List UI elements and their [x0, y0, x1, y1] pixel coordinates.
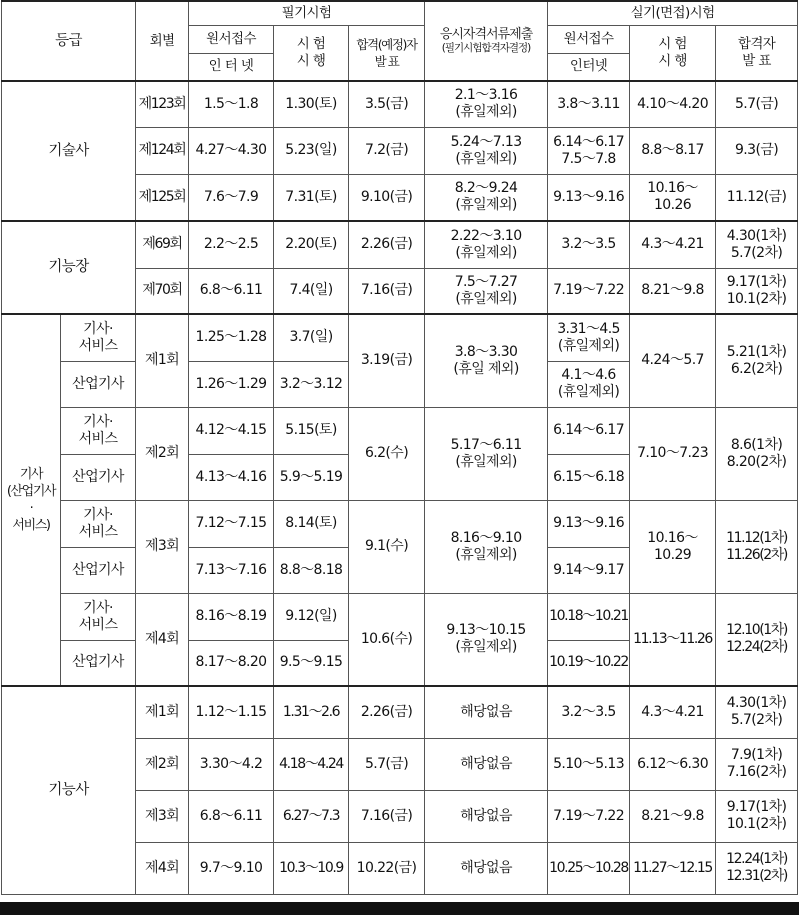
practical-application-cell: 10.25～10.28	[548, 842, 630, 894]
written-application-cell: 4.12～4.15	[189, 407, 274, 454]
grade-header: 등급	[2, 1, 136, 81]
internet-header: 인 터 넷	[189, 53, 274, 81]
table-row	[2, 81, 798, 127]
practical-pass-cell: 11.12(금)	[716, 174, 798, 221]
written-pass-cell: 3.19(금)	[349, 314, 425, 407]
written-test-cell: 9.5～9.15	[274, 640, 349, 686]
practical-test-cell: 4.3～4.21	[630, 686, 716, 738]
practical-test-cell: 4.3～4.21	[630, 221, 716, 268]
practical-application-cell: 3.31～4.5 (휴일제외)	[548, 314, 630, 361]
written-application-cell: 1.5～1.8	[189, 81, 274, 127]
doc-submission-cell: 5.17～6.11 (휴일제외)	[425, 407, 548, 500]
round-cell: 제3회	[136, 790, 189, 842]
written-test-cell: 5.9～5.19	[274, 454, 349, 500]
written-application-cell: 8.17～8.20	[189, 640, 274, 686]
practical-test-cell: 10.16～10.26	[630, 174, 716, 221]
practical-application-cell: 5.10～5.13	[548, 738, 630, 790]
practical-pass-cell: 12.10(1차) 12.24(2차)	[716, 593, 798, 686]
written-application-cell: 7.12～7.15	[189, 500, 274, 547]
practical-application-cell: 3.8～3.11	[548, 81, 630, 127]
written-test-header: 시 험 시 행	[274, 25, 349, 81]
round-header: 회별	[136, 1, 189, 81]
practical-pass-cell: 9.17(1차) 10.1(2차)	[716, 268, 798, 314]
practical-pass-cell: 11.12(1차) 11.26(2차)	[716, 500, 798, 593]
sub-type-industrial: 산업기사	[61, 547, 136, 593]
practical-test-cell: 11.13～11.26	[630, 593, 716, 686]
round-cell: 제3회	[136, 500, 189, 593]
written-application-cell: 3.30～4.2	[189, 738, 274, 790]
round-cell: 제1회	[136, 686, 189, 738]
written-pass-header: 합격(예정)자 발 표	[349, 25, 425, 81]
practical-application-cell: 7.19～7.22	[548, 268, 630, 314]
sub-type-gisa-service: 기사· 서비스	[61, 407, 136, 454]
header-row-1	[2, 1, 798, 25]
round-cell: 제2회	[136, 407, 189, 500]
table-row	[2, 686, 798, 738]
round-cell: 제2회	[136, 738, 189, 790]
practical-test-cell: 10.16～10.29	[630, 500, 716, 593]
group-label-gisa: 기사 (산업기사 · 서비스)	[2, 314, 61, 686]
doc-submission-title: 응시자격서류제출	[439, 26, 533, 42]
sub-type-gisa-service: 기사· 서비스	[61, 593, 136, 640]
written-pass-cell: 5.7(금)	[349, 738, 425, 790]
round-cell: 제123회	[136, 81, 189, 127]
practical-pass-cell: 12.24(1차) 12.31(2차)	[716, 842, 798, 894]
written-test-cell: 3.7(일)	[274, 314, 349, 361]
doc-submission-cell: 해당없음	[425, 842, 548, 894]
practical-application-cell: 4.1～4.6 (휴일제외)	[548, 361, 630, 407]
written-application-cell: 7.13～7.16	[189, 547, 274, 593]
written-pass-cell: 9.10(금)	[349, 174, 425, 221]
round-cell: 제70회	[136, 268, 189, 314]
bottom-border-bar	[0, 902, 799, 915]
table-row	[2, 500, 798, 547]
doc-submission-cell: 7.5～7.27 (휴일제외)	[425, 268, 548, 314]
practical-application-cell: 7.19～7.22	[548, 790, 630, 842]
doc-submission-cell: 3.8～3.30 (휴일 제외)	[425, 314, 548, 407]
practical-application-cell: 6.14～6.17	[548, 407, 630, 454]
practical-pass-cell: 9.17(1차) 10.1(2차)	[716, 790, 798, 842]
doc-submission-cell: 5.24～7.13 (휴일제외)	[425, 127, 548, 174]
round-cell: 제4회	[136, 842, 189, 894]
doc-submission-note: (필기시험합격자결정)	[441, 41, 531, 54]
practical-test-header: 시 험 시 행	[630, 25, 716, 81]
written-pass-cell: 3.5(금)	[349, 81, 425, 127]
practical-exam-header: 실기(면접)시험	[548, 1, 798, 25]
practical-test-cell: 8.21～9.8	[630, 268, 716, 314]
round-cell: 제1회	[136, 314, 189, 407]
written-pass-cell: 2.26(금)	[349, 221, 425, 268]
table-row	[2, 221, 798, 268]
sub-type-industrial: 산업기사	[61, 454, 136, 500]
practical-application-header: 원서접수	[548, 25, 630, 53]
doc-submission-cell: 해당없음	[425, 686, 548, 738]
written-pass-cell: 6.2(수)	[349, 407, 425, 500]
practical-pass-cell: 5.7(금)	[716, 81, 798, 127]
round-cell: 제124회	[136, 127, 189, 174]
practical-application-cell: 3.2～3.5	[548, 221, 630, 268]
sub-type-gisa-service: 기사· 서비스	[61, 314, 136, 361]
practical-test-cell: 7.10～7.23	[630, 407, 716, 500]
practical-pass-cell: 5.21(1차) 6.2(2차)	[716, 314, 798, 407]
sub-type-gisa-service: 기사· 서비스	[61, 500, 136, 547]
round-cell: 제69회	[136, 221, 189, 268]
practical-test-cell: 8.8～8.17	[630, 127, 716, 174]
written-test-cell: 1.30(토)	[274, 81, 349, 127]
practical-pass-cell: 7.9(1차) 7.16(2차)	[716, 738, 798, 790]
doc-submission-header	[425, 1, 548, 81]
written-test-cell: 8.14(토)	[274, 500, 349, 547]
doc-submission-cell: 9.13～10.15 (휴일제외)	[425, 593, 548, 686]
practical-test-cell: 8.21～9.8	[630, 790, 716, 842]
written-application-cell: 6.8～6.11	[189, 268, 274, 314]
exam-schedule-table	[1, 0, 798, 895]
written-application-cell: 7.6～7.9	[189, 174, 274, 221]
written-test-cell: 10.3～10.9	[274, 842, 349, 894]
practical-pass-cell: 8.6(1차) 8.20(2차)	[716, 407, 798, 500]
written-application-cell: 1.25～1.28	[189, 314, 274, 361]
written-test-cell: 4.18～4.24	[274, 738, 349, 790]
practical-test-cell: 6.12～6.30	[630, 738, 716, 790]
table-row	[2, 407, 798, 454]
group-label-gineungsa: 기능사	[2, 686, 136, 894]
practical-internet-header: 인터넷	[548, 53, 630, 81]
practical-application-cell: 9.13～9.16	[548, 174, 630, 221]
doc-submission-cell: 해당없음	[425, 790, 548, 842]
written-test-cell: 6.27～7.3	[274, 790, 349, 842]
practical-pass-cell: 4.30(1차) 5.7(2차)	[716, 686, 798, 738]
written-pass-cell: 10.22(금)	[349, 842, 425, 894]
practical-application-cell: 9.13～9.16	[548, 500, 630, 547]
written-application-cell: 8.16～8.19	[189, 593, 274, 640]
doc-submission-cell: 8.2～9.24 (휴일제외)	[425, 174, 548, 221]
practical-application-cell: 10.19～10.22	[548, 640, 630, 686]
practical-pass-header: 합격자 발 표	[716, 25, 798, 81]
practical-application-cell: 10.18～10.21	[548, 593, 630, 640]
table-row	[2, 593, 798, 640]
written-pass-cell: 7.2(금)	[349, 127, 425, 174]
written-pass-cell: 10.6(수)	[349, 593, 425, 686]
written-test-cell: 8.8～8.18	[274, 547, 349, 593]
written-pass-cell: 7.16(금)	[349, 790, 425, 842]
round-cell: 제125회	[136, 174, 189, 221]
written-test-cell: 7.4(일)	[274, 268, 349, 314]
practical-test-cell: 4.24～5.7	[630, 314, 716, 407]
group-label-gisulsa: 기술사	[2, 81, 136, 221]
doc-submission-cell: 2.22～3.10 (휴일제외)	[425, 221, 548, 268]
group-label-gineungjang: 기능장	[2, 221, 136, 314]
practical-application-cell: 6.15～6.18	[548, 454, 630, 500]
written-pass-cell: 7.16(금)	[349, 268, 425, 314]
written-test-cell: 5.15(토)	[274, 407, 349, 454]
practical-pass-cell: 9.3(금)	[716, 127, 798, 174]
written-application-cell: 1.26～1.29	[189, 361, 274, 407]
practical-test-cell: 4.10～4.20	[630, 81, 716, 127]
written-test-cell: 1.31～2.6	[274, 686, 349, 738]
written-pass-cell: 9.1(수)	[349, 500, 425, 593]
written-application-header: 원서접수	[189, 25, 274, 53]
written-application-cell: 1.12～1.15	[189, 686, 274, 738]
written-application-cell: 2.2～2.5	[189, 221, 274, 268]
round-cell: 제4회	[136, 593, 189, 686]
written-pass-cell: 2.26(금)	[349, 686, 425, 738]
practical-application-cell: 9.14～9.17	[548, 547, 630, 593]
doc-submission-cell: 8.16～9.10 (휴일제외)	[425, 500, 548, 593]
practical-application-cell: 3.2～3.5	[548, 686, 630, 738]
doc-submission-cell: 2.1～3.16 (휴일제외)	[425, 81, 548, 127]
doc-submission-cell: 해당없음	[425, 738, 548, 790]
written-test-cell: 5.23(일)	[274, 127, 349, 174]
practical-pass-cell: 4.30(1차) 5.7(2차)	[716, 221, 798, 268]
table-row	[2, 314, 798, 361]
written-application-cell: 4.13～4.16	[189, 454, 274, 500]
written-test-cell: 9.12(일)	[274, 593, 349, 640]
practical-application-cell: 6.14～6.17 7.5～7.8	[548, 127, 630, 174]
written-application-cell: 4.27～4.30	[189, 127, 274, 174]
written-exam-header: 필기시험	[189, 1, 425, 25]
sub-type-industrial: 산업기사	[61, 361, 136, 407]
written-test-cell: 2.20(토)	[274, 221, 349, 268]
written-application-cell: 6.8～6.11	[189, 790, 274, 842]
practical-test-cell: 11.27～12.15	[630, 842, 716, 894]
written-test-cell: 7.31(토)	[274, 174, 349, 221]
written-application-cell: 9.7～9.10	[189, 842, 274, 894]
written-test-cell: 3.2～3.12	[274, 361, 349, 407]
sub-type-industrial: 산업기사	[61, 640, 136, 686]
